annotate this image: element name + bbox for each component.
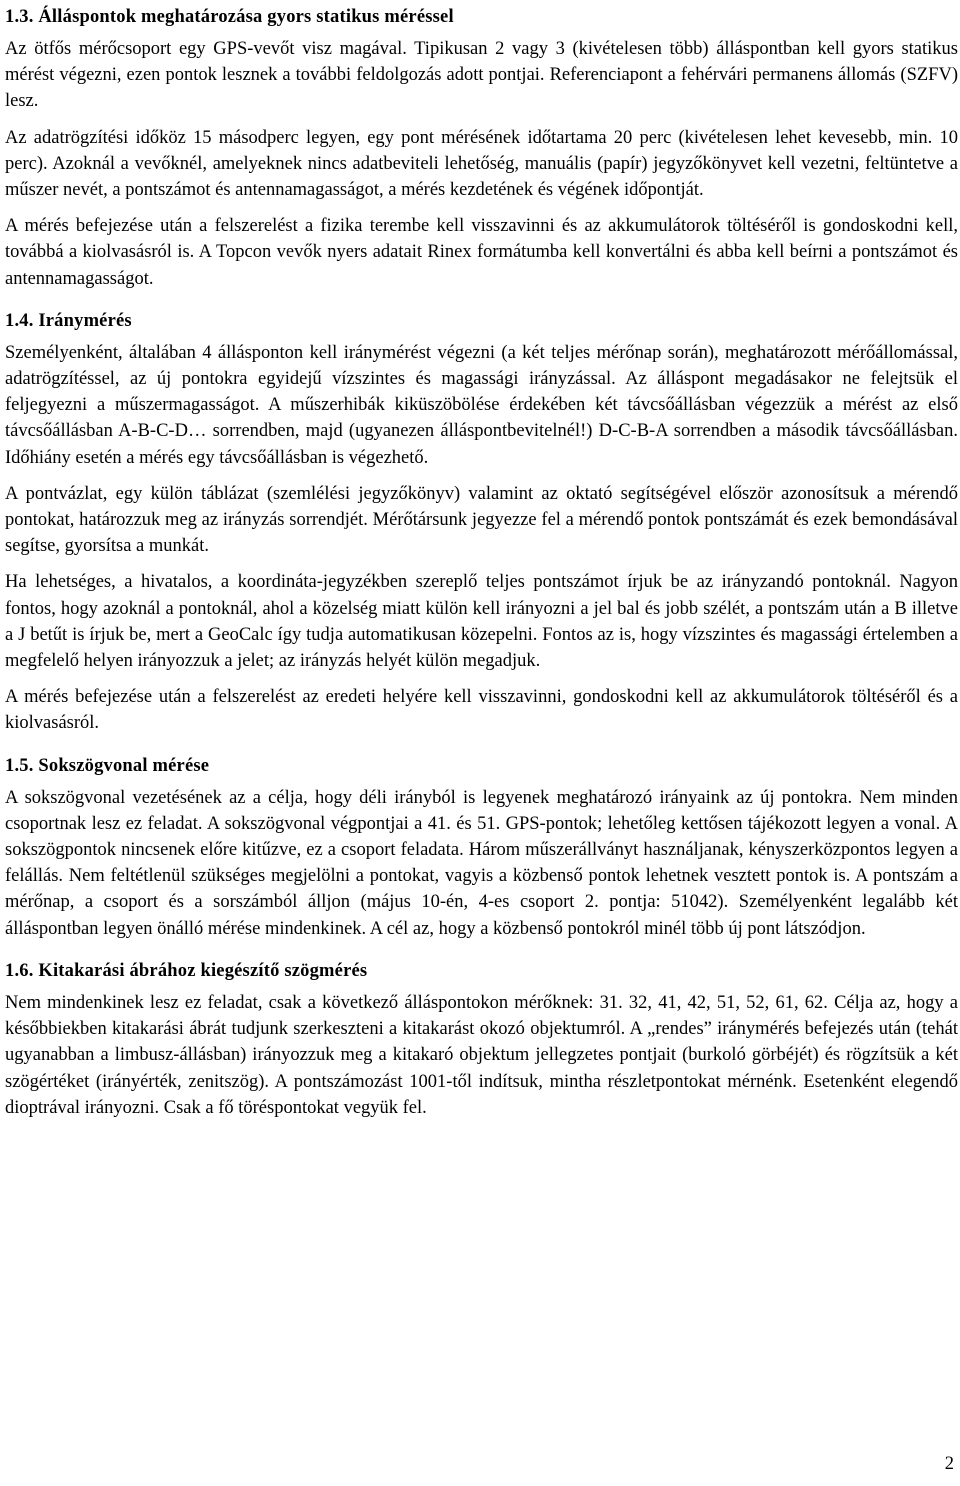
- paragraph: A mérés befejezése után a felszerelést a fizika terembe kell visszavinni és az akkumulátorok töltéséről is gondoskodni kell, továbbá a kiolvasásról is. A Topcon vevők nyers adatait Rinex formátumba kell konvertálni és abba kell beírni a pontszámot és antennamagasságot.: [5, 216, 958, 289]
- section-heading-1-5: 1.5. Sokszögvonal mérése: [5, 755, 210, 776]
- paragraph: Személyenként, általában 4 állásponton kell iránymérést végezni (a két teljes mérőnap során), meghatározott mérőállomással, adatrögzítéssel, az új pontokra egyidejű vízszintes és magassági irányzással. Az álláspont megadásakor ne felejtsük el feljegyezni a műszermagasságot. A műszerhibák kiküszöbölése érdekében két távcsőállásban végezzük a mérést az első távcsőállásban A-B-C-D… sorrendben, majd (ugyanezen álláspontbevitelnél!) D-C-B-A sorrendben a második távcsőállásban. Időhiány esetén a mérés egy távcsőállásban is végezhető.: [5, 342, 958, 468]
- paragraph: Ha lehetséges, a hivatalos, a koordináta-jegyzékben szereplő teljes pontszámot írjuk be az irányzandó pontoknál. Nagyon fontos, hogy azoknál a pontoknál, ahol a közelség miatt külön kell irányozni a jel bal és jobb szélét, a pontszám után a B illetve a J betűt is írjuk be, mert a GeoCalc így tudja automatikusan közepelni. Fontos az is, hogy vízszintes és magassági értelemben a megfelelő helyen irányozzuk a jelet; az irányzás helyét külön megadjuk.: [5, 572, 958, 672]
- paragraph: A mérés befejezése után a felszerelést az eredeti helyére kell visszavinni, gondoskodni kell az akkumulátorok töltéséről és a kiolvasásról.: [5, 687, 958, 734]
- paragraph: A pontvázlat, egy külön táblázat (szemlélési jegyzőkönyv) valamint az oktató segítségével először azonosítsuk a mérendő pontokat, határozzuk meg az irányzás sorrendjét. Mérőtársunk jegyezze fel a mérendő pontok pontszámát és ezek bemondásával segítse, gyorsítsa a munkát.: [5, 483, 958, 557]
- paragraph: Nem mindenkinek lesz ez feladat, csak a következő álláspontokon mérőknek: 31. 32, 41, 42, 51, 52, 61, 62. Célja az, hogy a későbbiekben kitakarási ábrát tudjunk szerkeszteni a kitakarást okozó objektumról. A „rendes” iránymérés befejezés után (tehát ugyanabban a limbusz-állásban) irányozzuk meg a kitakaró objektum jellegzetes pontjait (burkoló görbéjét) és rögzítsük a két szögértéket (irányérték, zenitszög). A pontszámozást 1001-től indítsuk, mintha részletpontokat mérnénk. Esetenként elegendő dioptrával irányozni. Csak a fő töréspontokat vegyük fel.: [5, 992, 958, 1118]
- page-number: 2: [944, 1454, 954, 1474]
- paragraph: A sokszögvonal vezetésének az a célja, hogy déli irányból is legyenek meghatározó irányaink az új pontokra. Nem minden csoportnak lesz ez feladat. A sokszögvonal végpontjai a 41. és 51. GPS-pontok; lehetőleg kettősen tájékozott legyen a vonal. A sokszögpontok nincsenek előre kitűzve, ez a csoport feladata. Három műszerállványt használjanak, kényszerközpontos legyen a felállás. Nem feltétlenül szükséges megjelölni a pontokat, vagyis a közbenső pontok lehetnek vesztett pontok is. A pontszám a mérőnap, a csoport és a sorszámból álljon (május 10-én, 4-es csoport 2. pontja: 51042). Személyenként legalább két álláspontban legyen önálló mérése mindenkinek. A cél az, hogy a közbenső pontokról minél több új pont látszódjon.: [5, 787, 958, 939]
- section-heading-1-6: 1.6. Kitakarási ábrához kiegészítő szögmérés: [5, 960, 368, 981]
- paragraph: Az ötfős mérőcsoport egy GPS-vevőt visz magával. Tipikusan 2 vagy 3 (kivételesen több) álláspontban kell gyors statikus mérést végezni, ezen pontok lesznek a további feldolgozás adott pontjai. Referenciapont a fehérvári permanens állomás (SZFV) lesz.: [5, 39, 958, 112]
- paragraph: Az adatrögzítési időköz 15 másodperc legyen, egy pont mérésének időtartama 20 perc (kivételesen lehet kevesebb, min. 10 perc). Azoknál a vevőknél, amelyeknek nincs adatbeviteli lehetőség, manuális (papír) jegyzőkönyvet kell vezetni, feltüntetve a műszer nevét, a pontszámot és antennamagasságot, a mérés kezdetének és végének időpontját.: [5, 127, 958, 201]
- section-heading-1-3: 1.3. Álláspontok meghatározása gyors statikus méréssel: [5, 7, 454, 27]
- document-page: [5, 0, 958, 1121]
- section-heading-1-4: 1.4. Iránymérés: [5, 310, 132, 331]
